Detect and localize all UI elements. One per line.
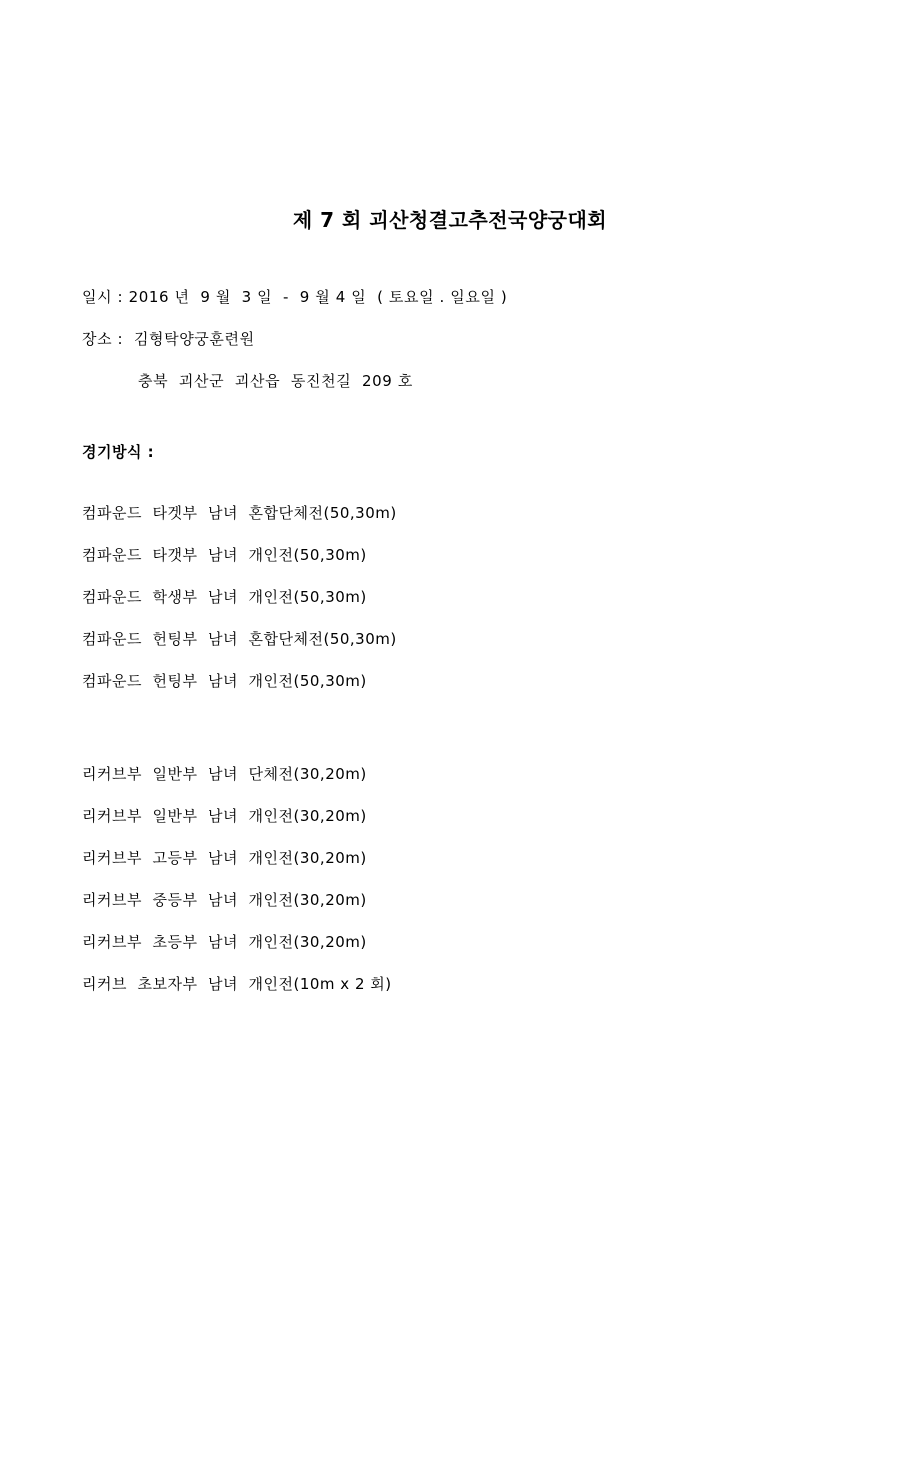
list-item: 리커브부 일반부 남녀 개인전(30,20m)	[82, 807, 367, 825]
list-item: 컴파운드 헌팅부 남녀 혼합단체전(50,30m)	[82, 630, 397, 648]
info-line-date: 일시 : 2016 년 9 월 3 일 - 9 월 4 일 ( 토요일 . 일요일 )	[82, 288, 508, 306]
document-page	[0, 208, 900, 1481]
event-info-block	[0, 290, 900, 389]
recurve-events-group	[0, 767, 900, 992]
list-item: 컴파운드 학생부 남녀 개인전(50,30m)	[82, 588, 367, 606]
list-item: 리커브 초보자부 남녀 개인전(10m x 2 회)	[82, 975, 392, 993]
page-title: 제 7 회 괴산청결고추전국양궁대회	[292, 208, 608, 232]
list-item: 리커브부 초등부 남녀 개인전(30,20m)	[82, 933, 367, 951]
list-item: 리커브부 일반부 남녀 단체전(30,20m)	[82, 765, 367, 783]
list-item: 리커브부 고등부 남녀 개인전(30,20m)	[82, 849, 367, 867]
list-item: 컴파운드 헌팅부 남녀 개인전(50,30m)	[82, 672, 367, 690]
section-heading-competition-format: 경기방식 :	[82, 443, 155, 461]
list-item: 컴파운드 타갯부 남녀 개인전(50,30m)	[82, 546, 367, 564]
info-line-venue: 장소 : 김형탁양궁훈련원	[82, 330, 255, 348]
list-item: 리커브부 중등부 남녀 개인전(30,20m)	[82, 891, 367, 909]
compound-events-group	[0, 506, 900, 689]
info-line-address: 충북 괴산군 괴산읍 동진천길 209 호	[138, 372, 413, 390]
list-item: 컴파운드 타겟부 남녀 혼합단체전(50,30m)	[82, 504, 397, 522]
